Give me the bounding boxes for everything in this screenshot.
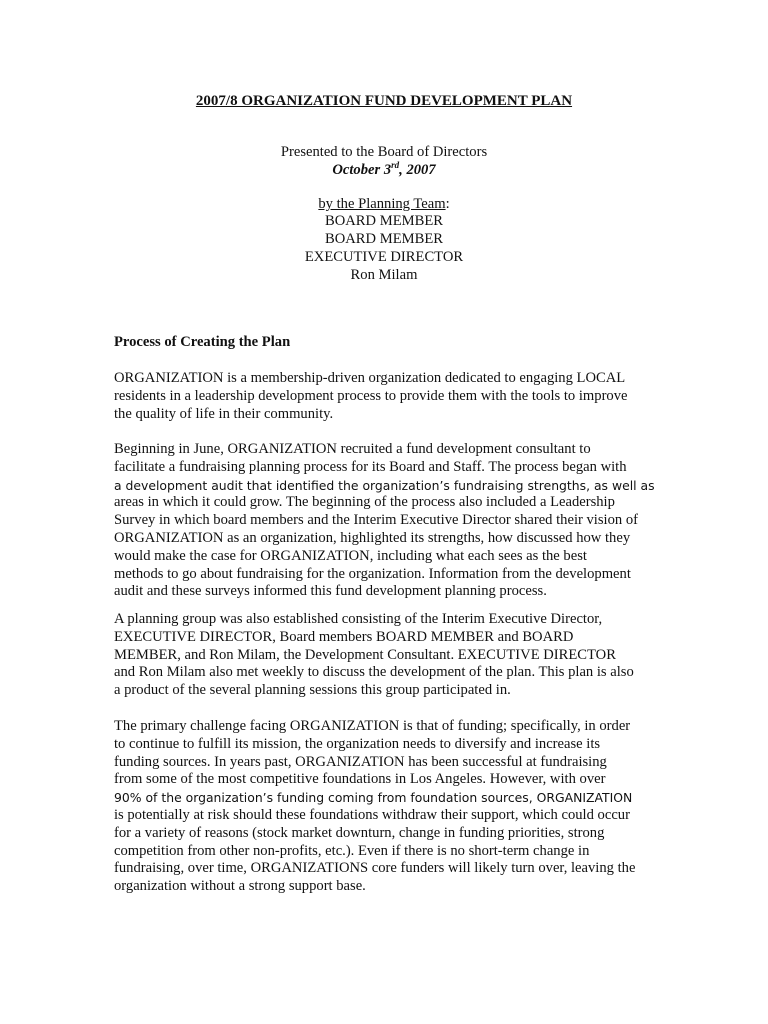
date-prefix: October 3 xyxy=(332,162,392,178)
paragraph-planning-group xyxy=(114,611,659,700)
paragraph-line: funding sources. In years past, ORGANIZATION has been successful at fundraising xyxy=(114,753,607,770)
team-member: Ron Milam xyxy=(350,267,418,283)
paragraph-line: ORGANIZATION as an organization, highlighted its strengths, how discussed how they xyxy=(114,529,631,546)
paragraph-line: for a variety of reasons (stock market downturn, change in funding priorities, strong xyxy=(114,824,605,841)
paragraph-line: a product of the several planning sessions this group participated in. xyxy=(114,682,511,699)
planning-team-list xyxy=(0,212,768,284)
paragraph-line: organization without a strong support base. xyxy=(114,878,366,895)
team-member: BOARD MEMBER xyxy=(325,213,443,229)
paragraph-funding-challenge xyxy=(114,718,659,896)
paragraph-line: would make the case for ORGANIZATION, including what each sees as the best xyxy=(114,547,587,564)
paragraph-line: MEMBER, and Ron Milam, the Development Consultant. EXECUTIVE DIRECTOR xyxy=(114,646,616,663)
team-member: BOARD MEMBER xyxy=(325,231,443,247)
paragraph-line: methods to go about fundraising for the organization. Information from the development xyxy=(114,565,631,582)
presentation-date xyxy=(0,161,768,179)
date-suffix: , 2007 xyxy=(399,162,436,178)
paragraph-line: Survey in which board members and the Interim Executive Director shared their vision of xyxy=(114,512,638,529)
paragraph-line: fundraising, over time, ORGANIZATIONS core funders will likely turn over, leaving the xyxy=(114,860,636,877)
paragraph-line: 90% of the organization’s funding coming from foundation sources, ORGANIZATION xyxy=(114,790,633,806)
paragraph-line: to continue to fulfill its mission, the organization needs to diversify and increase its xyxy=(114,735,601,752)
paragraph-line: is potentially at risk should these foundations withdraw their support, which could occur xyxy=(114,806,630,823)
paragraph-line: residents in a leadership development process to provide them with the tools to improve xyxy=(114,387,628,404)
document-title: 2007/8 ORGANIZATION FUND DEVELOPMENT PLAN xyxy=(195,93,573,109)
paragraph-line: EXECUTIVE DIRECTOR, Board members BOARD MEMBER and BOARD xyxy=(114,628,574,645)
paragraph-line: from some of the most competitive foundations in Los Angeles. However, with over xyxy=(114,771,606,788)
paragraph-line: The primary challenge facing ORGANIZATION is that of funding; specifically, in order xyxy=(114,718,631,734)
paragraph-line: areas in which it could grow. The beginning of the process also included a Leadership xyxy=(114,494,615,511)
paragraph-line: a development audit that identified the organization’s fundraising strengths, as well as xyxy=(114,477,655,493)
paragraph-line: facilitate a fundraising planning process for its Board and Staff. The process began with xyxy=(114,458,627,475)
paragraph-line: A planning group was also established consisting of the Interim Executive Director, xyxy=(114,611,603,627)
paragraph-line: audit and these surveys informed this fund development planning process. xyxy=(114,583,547,600)
paragraph-process xyxy=(114,441,659,601)
paragraph-line: ORGANIZATION is a membership-driven organization dedicated to engaging LOCAL xyxy=(114,370,626,386)
section-heading: Process of Creating the Plan xyxy=(114,334,291,350)
planning-team-heading xyxy=(0,195,768,213)
date-ordinal-suffix: rd xyxy=(391,160,400,171)
paragraph-line: and Ron Milam also met weekly to discuss the development of the plan. This plan is also xyxy=(114,664,634,681)
planning-team-heading-colon: : xyxy=(445,196,450,212)
paragraph-line: the quality of life in their community. xyxy=(114,405,334,422)
team-member: EXECUTIVE DIRECTOR xyxy=(304,249,464,265)
planning-team-heading-text: by the Planning Team xyxy=(318,196,446,212)
paragraph-line: competition from other non-profits, etc.). Even if there is no short-term change in xyxy=(114,842,590,859)
paragraph-line: Beginning in June, ORGANIZATION recruited a fund development consultant to xyxy=(114,441,591,457)
paragraph-mission xyxy=(114,370,659,423)
presented-to-line: Presented to the Board of Directors xyxy=(280,144,488,160)
